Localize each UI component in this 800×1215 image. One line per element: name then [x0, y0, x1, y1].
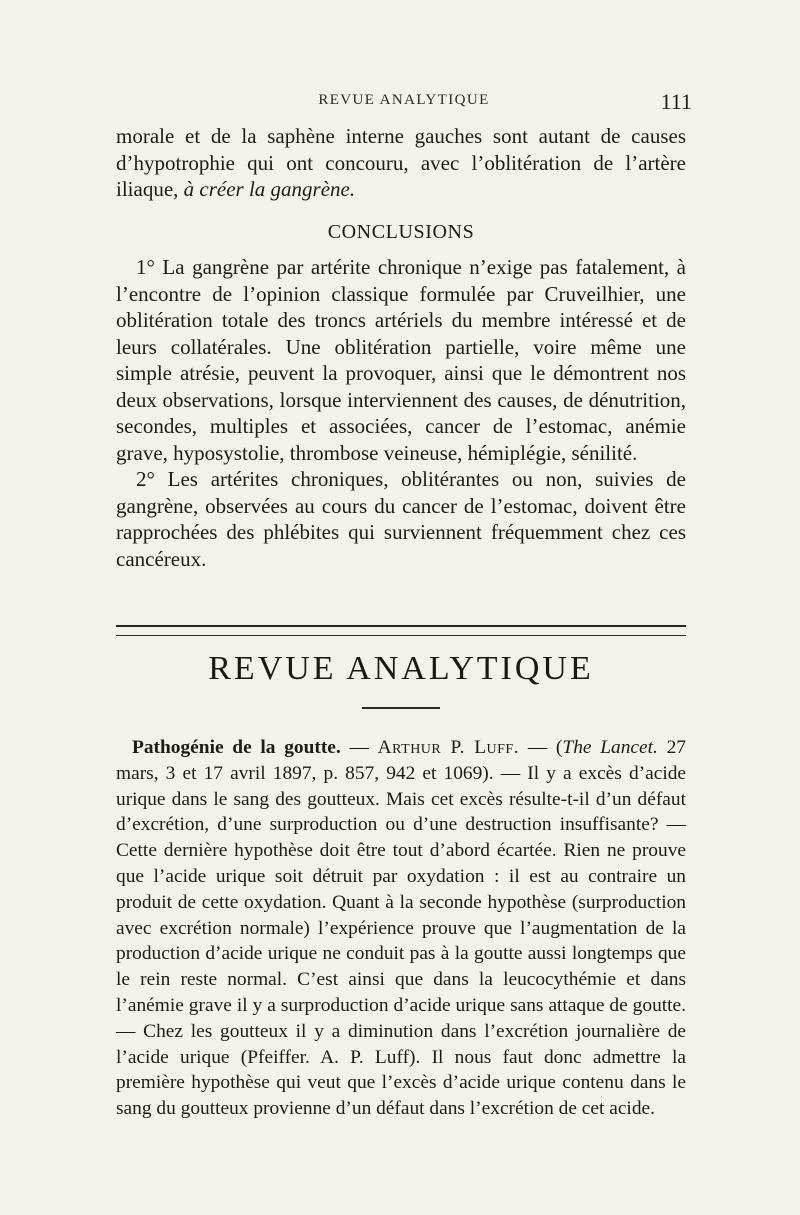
running-title: REVUE ANALYTIQUE — [318, 92, 490, 108]
conclusion-item-2: 2° Les artérites chroniques, oblitérantes ou non, suivies de gangrène, observées au cours du cancer de l’estomac, doivent être rapprochées des phlébites qui surviennent fréquemment chez ces cancéreux. — [116, 467, 686, 571]
top-paragraph-emphasis: à créer la gangrène. — [183, 177, 356, 201]
top-paragraph — [116, 123, 686, 203]
article-dash: — — [349, 737, 369, 758]
article-abstract — [116, 735, 686, 1122]
article-citation: 27 mars, 3 et 17 avril 1897, p. 857, 942 et 1069). — — [116, 737, 686, 784]
conclusion-item-1: 1° La gangrène par artérite chronique n’exige pas fatalement, à l’encontre de l’opinion classique formulée par Cruveilhier, une oblitération totale des troncs artériels du membre intéressé et de leurs collatérales. Une oblitération partielle, voire même une simple atrésie, peuvent la provoquer, ainsi que le démontrent nos deux observations, lorsque interviennent des causes, de dénutrition, secondes, multiples et associées, cancer de l’estomac, anémie grave, hyposystolie, thrombose veineuse, hémiplégie, sénilité. — [116, 255, 686, 465]
conclusions-heading: CONCLUSIONS — [327, 221, 475, 243]
page-number: 111 — [660, 89, 692, 114]
article-body: Il y a excès d’acide urique dans le sang des goutteux. Mais cet excès résulte-t-il d’un défaut d’excrétion, d’une surproduction ou d’une destruction insuffisante? — Cette dernière hypothèse doit être tout d’abord écartée. Rien ne prouve que l’acide urique soit détruit par oxydation : il est au contraire un produit de cette oxydation. Quant à la seconde hypothèse (surproduction avec excrétion normale) l’expérience prouve que l’augmentation de la production d’acide urique ne conduit pas à la goutte aussi longtemps que le rein reste normal. C’est ainsi que dans la leucocythémie et dans l’anémie grave il y a surproduction d’acide urique sans attaque de goutte. — Chez les goutteux il y a diminution dans l’excrétion journalière de l’acide urique (Pfeiffer. A. P. Luff). Il nous faut donc admettre la première hypothèse qui veut que l’excès d’acide urique contenu dans le sang du goutteux provienne d’un défaut dans l’excrétion de cet acide. — [116, 762, 687, 1120]
top-paragraph-text: morale et de la saphène interne gauches sont autant de causes d’hypotrophie qui ont concouru, avec l’oblitération de l’artère iliaque, — [116, 124, 686, 201]
journal-open: — ( — [527, 737, 563, 758]
section-title: REVUE ANALYTIQUE — [208, 650, 594, 687]
article-author: Arthur P. Luff. — [377, 737, 520, 758]
conclusions-list — [116, 254, 686, 572]
section-divider — [116, 625, 686, 636]
running-header — [116, 89, 692, 118]
title-underline — [362, 707, 440, 709]
article-journal: The Lancet. — [562, 737, 658, 758]
article-title: Pathogénie de la goutte. — [132, 737, 341, 758]
